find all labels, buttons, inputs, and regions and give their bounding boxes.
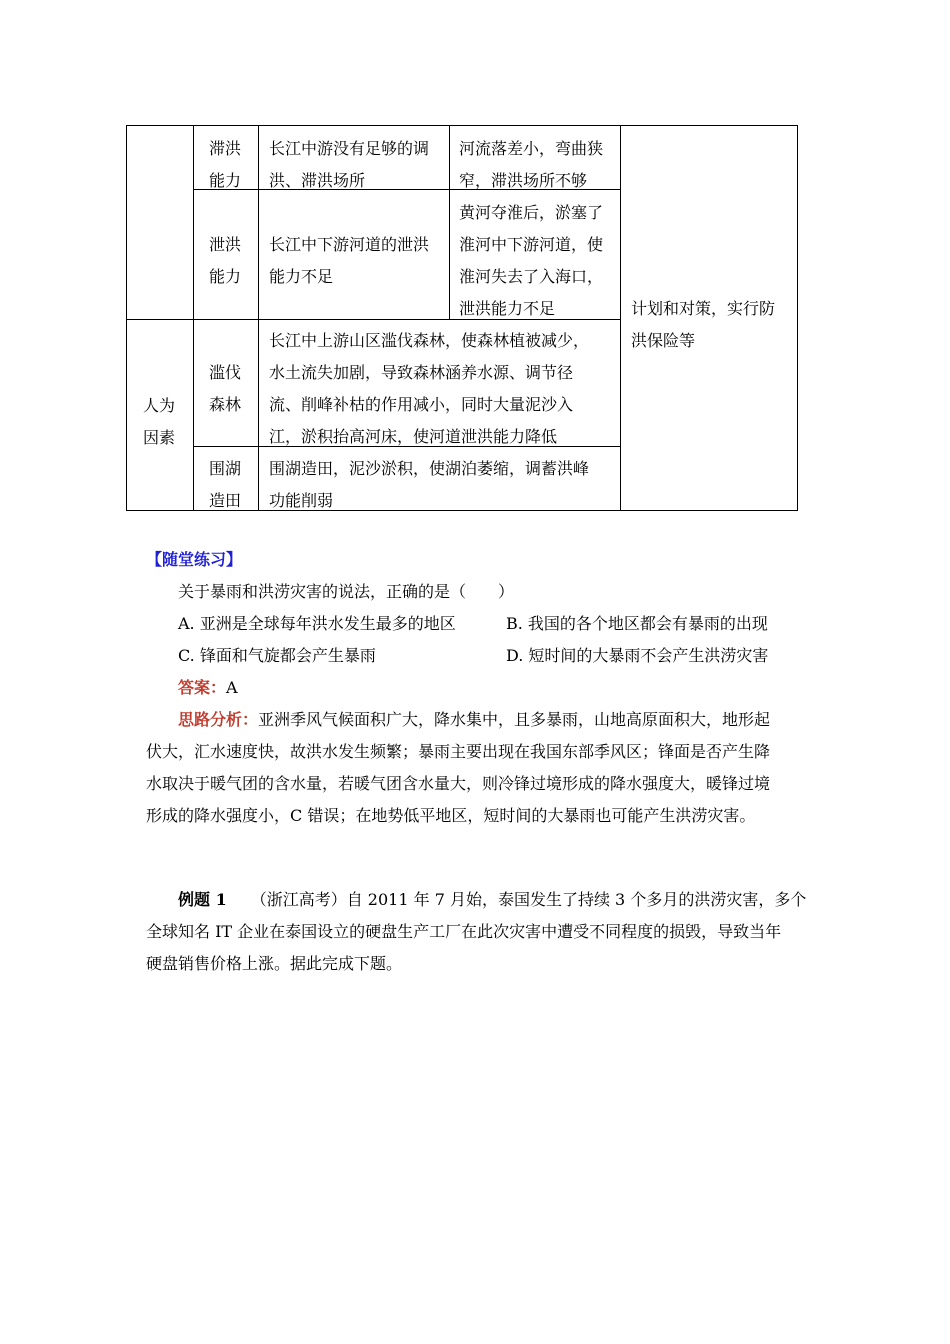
option-c: C. 锋面和气旋都会产生暴雨 bbox=[178, 646, 376, 665]
desc-xiehong: 长江中下游河道的泄洪 能力不足 bbox=[269, 235, 430, 286]
factor-weihu: 围湖 造田 bbox=[209, 459, 242, 510]
option-a: A. 亚洲是全球每年洪水发生最多的地区 bbox=[178, 614, 456, 633]
human-factor-label: 人为 因素 bbox=[143, 396, 176, 447]
answer-label: 答案： bbox=[178, 678, 227, 697]
option-d: D. 短时间的大暴雨不会产生洪涝灾害 bbox=[506, 646, 769, 665]
table-left-border bbox=[126, 125, 127, 511]
answer-value: A bbox=[226, 678, 238, 697]
practice-heading: 【随堂练习】 bbox=[146, 550, 243, 569]
reason-zhihong: 河流落差小，弯曲狭 窄，滞洪场所不够 bbox=[459, 139, 604, 190]
option-b: B. 我国的各个地区都会有暴雨的出现 bbox=[506, 614, 768, 633]
table-col-line-4 bbox=[620, 125, 621, 511]
factor-lanfa: 滥伐 森林 bbox=[209, 363, 242, 414]
example-line-1: 例题 1 （浙江高考）自 2011 年 7 月始，泰国发生了持续 3 个多月的洪涝灾害，多个 bbox=[178, 890, 807, 909]
analysis-label: 思路分析： bbox=[178, 710, 259, 729]
table-col-line-3 bbox=[449, 125, 450, 320]
answer-line bbox=[178, 672, 238, 704]
example-label: 例题 1 bbox=[178, 890, 227, 909]
table-col-line-2 bbox=[258, 125, 259, 511]
analysis-line-1: 思路分析：亚洲季风气候面积广大，降水集中，且多暴雨，山地高原面积大，地形起 bbox=[178, 710, 771, 729]
desc-lanfa: 长江中上游山区滥伐森林，使森林植被减少， 水土流失加剧，导致森林涵养水源、调节径 流、削峰补枯的作用减小，同时大量泥沙入 江，淤积抬高河床，使河道泄洪能力降低 bbox=[269, 331, 590, 446]
example-line-2: 全球知名 IT 企业在泰国设立的硬盘生产工厂在此次灾害中遭受不同程度的损毁，导致当年 bbox=[146, 922, 782, 941]
table-col-line-1 bbox=[193, 125, 194, 511]
practice-question: 关于暴雨和洪涝灾害的说法，正确的是（ ） bbox=[178, 582, 515, 601]
factor-xiehong: 泄洪 能力 bbox=[209, 235, 242, 286]
desc-weihu: 围湖造田，泥沙淤积，使湖泊萎缩，调蓄洪峰 功能削弱 bbox=[269, 459, 590, 510]
analysis-line-4: 形成的降水强度小，C 错误；在地势低平地区，短时间的大暴雨也可能产生洪涝灾害。 bbox=[146, 806, 756, 825]
analysis-line-2: 伏大，汇水速度快，故洪水发生频繁；暴雨主要出现在我国东部季风区；锋面是否产生降 bbox=[146, 742, 771, 761]
reason-xiehong: 黄河夺淮后，淤塞了 淮河中下游河道，使 淮河失去了入海口， 泄洪能力不足 bbox=[459, 203, 604, 318]
example-line-3: 硬盘销售价格上涨。据此完成下题。 bbox=[146, 954, 403, 973]
factor-zhihong: 滞洪 能力 bbox=[209, 139, 242, 190]
table-right-border bbox=[797, 125, 798, 511]
analysis-line-3: 水取决于暖气团的含水量，若暖气团含水量大，则冷锋过境形成的降水强度大，暖锋过境 bbox=[146, 774, 771, 793]
table-top-border bbox=[126, 125, 797, 126]
measures-cell: 计划和对策，实行防 洪保险等 bbox=[631, 299, 776, 350]
desc-zhihong: 长江中游没有足够的调 洪、滞洪场所 bbox=[269, 139, 430, 190]
